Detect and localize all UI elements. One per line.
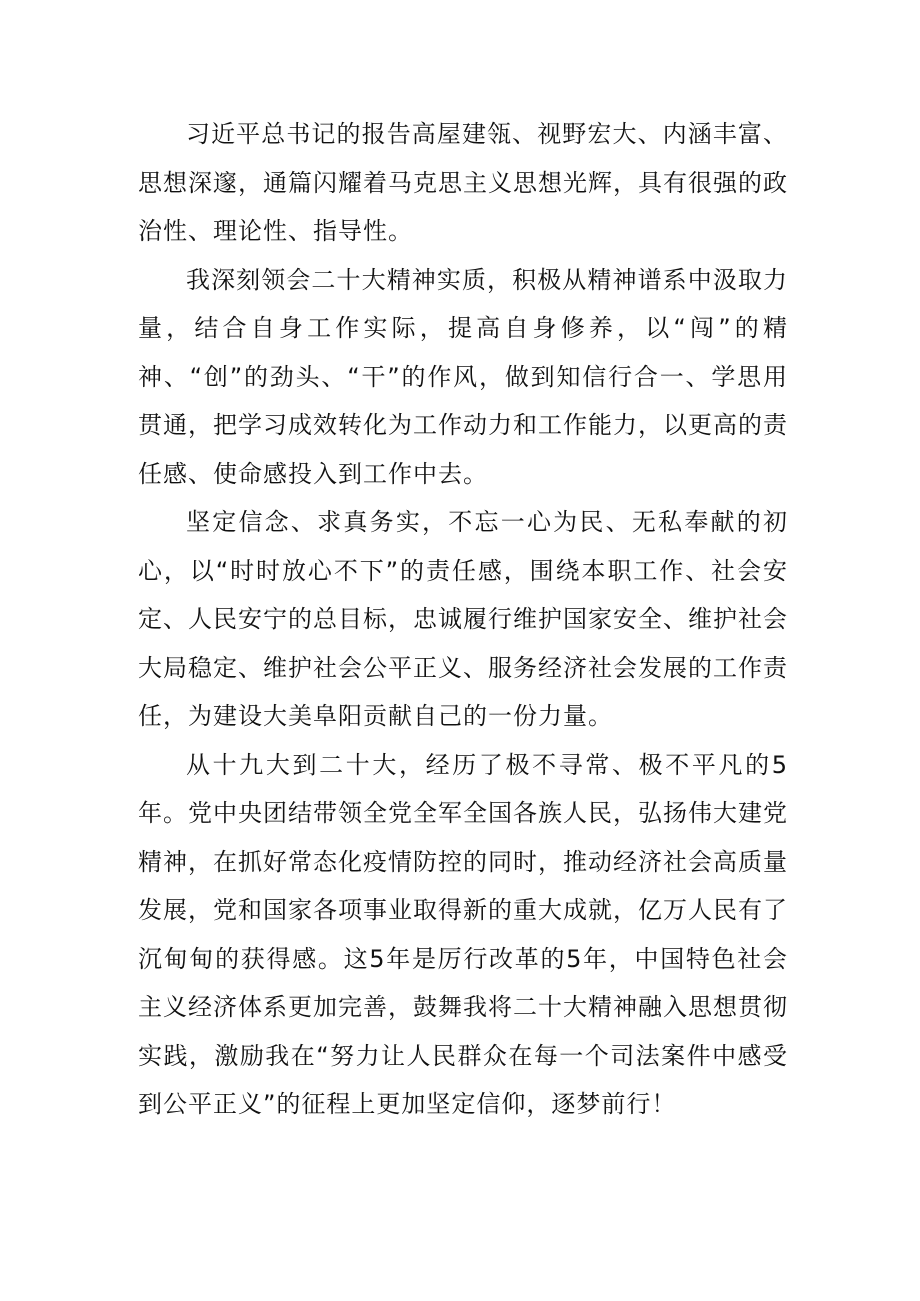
paragraph-4: 从十九大到二十大，经历了极不寻常、极不平凡的5年。党中央团结带领全党全军全国各族人民，弘扬伟大建党精神，在抓好常态化疫情防控的同时，推动经济社会高质量发展，党和国家各项事业取得新的重大成就，亿万人民有了沉甸甸的获得感。这5年是厉行改革的5年，中国特色社会主义经济体系更加完善，鼓舞我将二十大精神融入思想贯彻实践，激励我在“努力让人民群众在每一个司法案件中感受到公平正义”的征程上更加坚定信仰，逐梦前行！ — [138, 750, 788, 1118]
paragraph-3: 坚定信念、求真务实，不忘一心为民、无私奉献的初心，以“时时放心不下”的责任感，围绕本职工作、社会安定、人民安宁的总目标，忠诚履行维护国家安全、维护社会大局稳定、维护社会公平正义、服务经济社会发展的工作责任，为建设大美阜阳贡献自己的一份力量。 — [138, 508, 788, 730]
document-body — [138, 110, 788, 1129]
paragraph-2: 我深刻领会二十大精神实质，积极从精神谱系中汲取力量，结合自身工作实际，提高自身修养，以“闯”的精神、“创”的劲头、“干”的作风，做到知信行合一、学思用贯通，把学习成效转化为工作动力和工作能力，以更高的责任感、使命感投入到工作中去。 — [138, 265, 788, 488]
paragraph-1: 习近平总书记的报告高屋建瓴、视野宏大、内涵丰富、思想深邃，通篇闪耀着马克思主义思想光辉，具有很强的政治性、理论性、指导性。 — [138, 120, 788, 245]
